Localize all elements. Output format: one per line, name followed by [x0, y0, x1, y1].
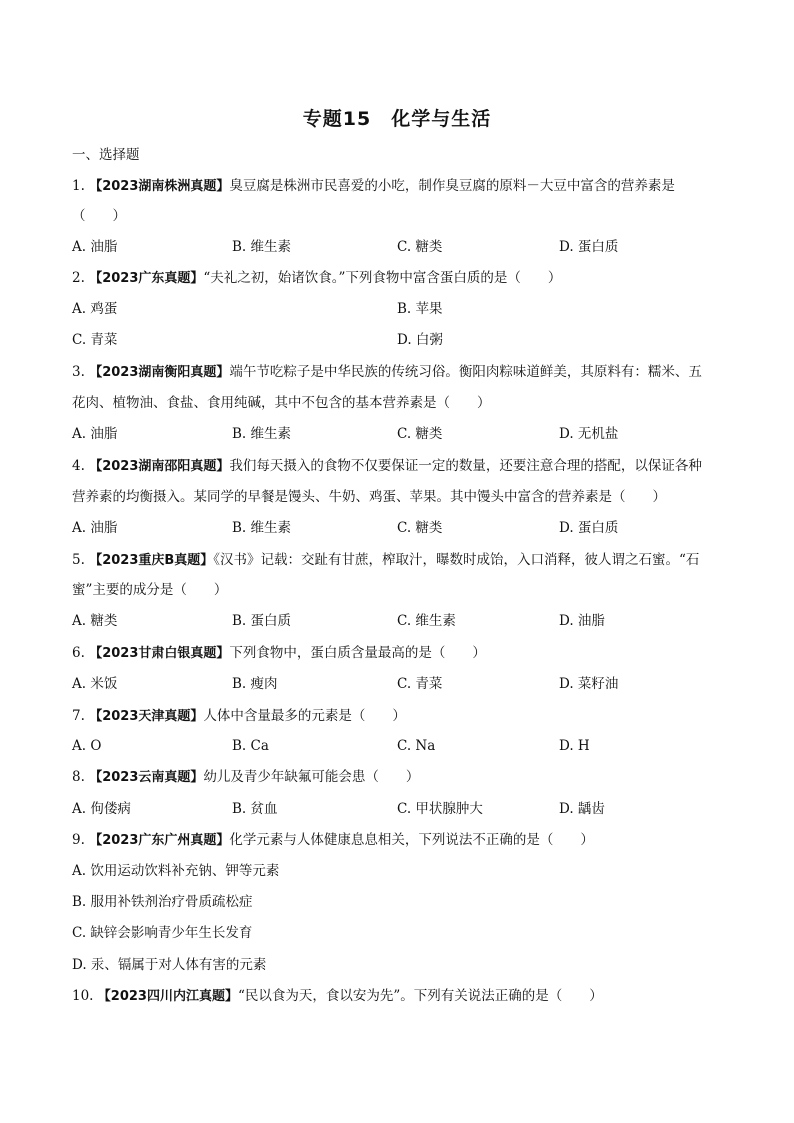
question-number: 2.	[72, 270, 85, 286]
option-d: D. 龋齿	[559, 801, 605, 817]
question-4	[72, 456, 732, 477]
question-text: 幼儿及青少年缺氟可能会患（ ）	[203, 769, 420, 785]
question-text: 《汉书》记载：交趾有甘蔗，榨取汁，曝数时成饴，入口消释，彼人谓之石蜜。“石	[213, 552, 700, 568]
question-text: “夫礼之初，始诸饮食。”下列食物中富含蛋白质的是（ ）	[203, 270, 562, 286]
question-text: 端午节吃粽子是中华民族的传统习俗。衡阳肉粽味道鲜美，其原料有：糯米、五	[229, 364, 702, 380]
question-number: 1.	[72, 178, 85, 194]
option-b: B. 蛋白质	[232, 613, 292, 629]
question-number: 3.	[72, 364, 85, 380]
option-d: D. 蛋白质	[559, 239, 619, 255]
option-c: C. 维生素	[397, 613, 456, 629]
option-c: C. 青菜	[397, 676, 443, 692]
question-5	[72, 550, 732, 571]
option-a: A. 饮用运动饮料补充钠、钾等元素	[72, 863, 280, 879]
question-source: 【2023湖南邵阳真题】	[89, 459, 230, 474]
question-number: 10.	[72, 988, 94, 1004]
option-b: B. 贫血	[232, 801, 278, 817]
option-b: B. 瘦肉	[232, 676, 278, 692]
option-d: D. 汞、镉属于对人体有害的元素	[72, 957, 267, 973]
question-source: 【2023广东广州真题】	[89, 833, 230, 848]
question-number: 8.	[72, 769, 85, 785]
question-3-continuation: 花肉、植物油、食盐、食用纯碱，其中不包含的基本营养素是（ ）	[72, 395, 491, 411]
question-number: 6.	[72, 645, 85, 661]
question-number: 5.	[72, 552, 85, 568]
option-a: A. 佝偻病	[72, 801, 131, 817]
question-source: 【2023湖南衡阳真题】	[89, 365, 230, 380]
option-b: B. 维生素	[232, 426, 292, 442]
option-d: D. 无机盐	[559, 426, 619, 442]
question-text: 臭豆腐是株洲市民喜爱的小吃，制作臭豆腐的原料－大豆中富含的营养素是	[229, 178, 675, 194]
question-5-continuation: 蜜”主要的成分是（ ）	[72, 582, 228, 598]
question-4-continuation: 营养素的均衡摄入。某同学的早餐是馒头、牛奶、鸡蛋、苹果。其中馒头中富含的营养素是（ ）	[72, 489, 666, 505]
page-title: 专题15 化学与生活	[302, 108, 492, 130]
question-text: 下列食物中，蛋白质含量最高的是（ ）	[229, 645, 486, 661]
option-c: C. 糖类	[397, 520, 443, 536]
option-a: A. 油脂	[72, 520, 118, 536]
option-a: A. 糖类	[72, 613, 118, 629]
option-d: D. 油脂	[559, 613, 605, 629]
option-d: D. 蛋白质	[559, 520, 619, 536]
question-10	[72, 986, 732, 1007]
option-b: B. Ca	[232, 738, 269, 754]
question-1-continuation: （ ）	[72, 208, 126, 224]
option-b: B. 苹果	[397, 301, 443, 317]
option-a: A. O	[72, 738, 102, 754]
question-8	[72, 767, 732, 788]
question-text: 我们每天摄入的食物不仅要保证一定的数量，还要注意合理的搭配，以保证各种	[229, 458, 702, 474]
option-c: C. 甲状腺肿大	[397, 801, 483, 817]
option-c: C. 糖类	[397, 426, 443, 442]
section-heading: 一、选择题	[72, 147, 140, 163]
option-d: D. 菜籽油	[559, 676, 619, 692]
option-b: B. 维生素	[232, 520, 292, 536]
question-6	[72, 643, 732, 664]
question-1	[72, 176, 732, 197]
question-text: 化学元素与人体健康息息相关，下列说法不正确的是（ ）	[229, 832, 594, 848]
option-c: C. 糖类	[397, 239, 443, 255]
question-2	[72, 268, 732, 289]
question-source: 【2023天津真题】	[89, 709, 204, 724]
option-c: C. 青菜	[72, 332, 118, 348]
question-source: 【2023重庆B真题】	[89, 553, 214, 568]
option-a: A. 油脂	[72, 239, 118, 255]
question-7	[72, 706, 732, 727]
option-c: C. Na	[397, 738, 436, 754]
option-d: D. H	[559, 738, 590, 754]
option-c: C. 缺锌会影响青少年生长发育	[72, 925, 253, 941]
question-source: 【2023四川内江真题】	[97, 989, 238, 1004]
question-number: 7.	[72, 708, 85, 724]
question-number: 9.	[72, 832, 85, 848]
question-source: 【2023湖南株洲真题】	[89, 179, 230, 194]
option-b: B. 服用补铁剂治疗骨质疏松症	[72, 894, 253, 910]
option-b: B. 维生素	[232, 239, 292, 255]
option-d: D. 白粥	[397, 332, 443, 348]
question-text: “民以食为天，食以安为先”。下列有关说法正确的是（ ）	[237, 988, 603, 1004]
option-a: A. 鸡蛋	[72, 301, 118, 317]
question-source: 【2023广东真题】	[89, 271, 204, 286]
question-source: 【2023甘肃白银真题】	[89, 646, 230, 661]
question-source: 【2023云南真题】	[89, 770, 204, 785]
question-9	[72, 830, 732, 851]
option-a: A. 米饭	[72, 676, 118, 692]
option-a: A. 油脂	[72, 426, 118, 442]
question-number: 4.	[72, 458, 85, 474]
question-3	[72, 362, 732, 383]
question-text: 人体中含量最多的元素是（ ）	[203, 708, 406, 724]
